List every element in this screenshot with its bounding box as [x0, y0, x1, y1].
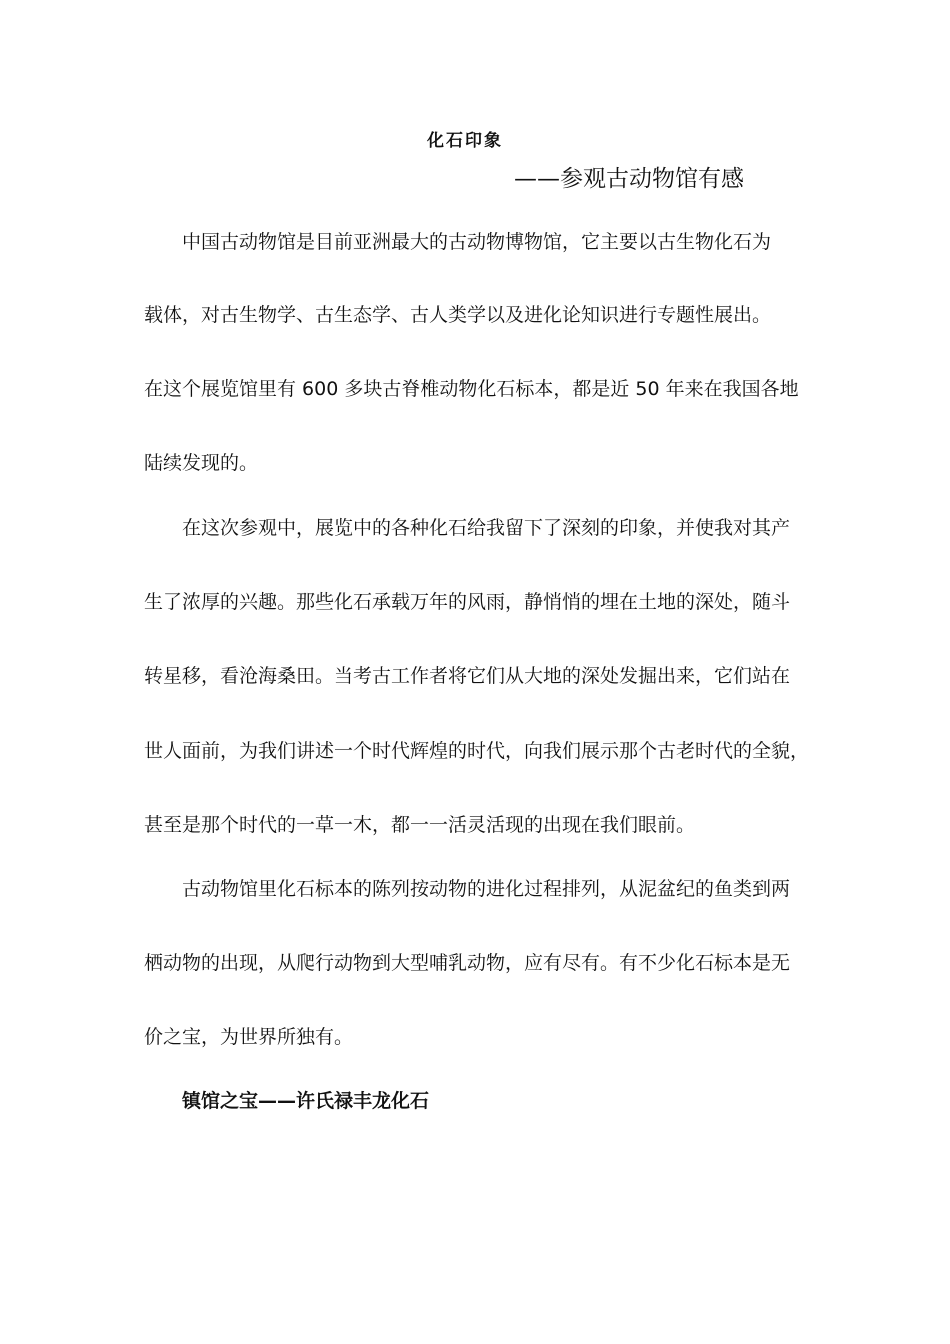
paragraph-2-line-4: 世人面前，为我们讲述一个时代辉煌的时代，向我们展示那个古老时代的全貌，	[144, 740, 810, 762]
document-title: 化石印象	[427, 131, 503, 151]
paragraph-2-line-5: 甚至是那个时代的一草一木，都一一活灵活现的出现在我们眼前。	[144, 814, 696, 836]
paragraph-3-line-1: 古动物馆里化石标本的陈列按动物的进化过程排列，从泥盆纪的鱼类到两	[182, 878, 791, 900]
paragraph-1-line-2: 载体，对古生物学、古生态学、古人类学以及进化论知识进行专题性展出。	[144, 304, 772, 326]
document-subtitle: ——参观古动物馆有感	[514, 166, 744, 192]
paragraph-1-line-3: 在这个展览馆里有 600 多块古脊椎动物化石标本，都是近 50 年来在我国各地	[144, 378, 799, 400]
paragraph-2-line-2: 生了浓厚的兴趣。那些化石承载万年的风雨，静悄悄的埋在土地的深处，随斗	[144, 591, 791, 613]
section-heading: 镇馆之宝——许氏禄丰龙化石	[182, 1090, 430, 1112]
paragraph-2-line-3: 转星移，看沧海桑田。当考古工作者将它们从大地的深处发掘出来，它们站在	[144, 665, 791, 687]
paragraph-3-line-3: 价之宝，为世界所独有。	[144, 1026, 354, 1048]
paragraph-3-line-2: 栖动物的出现，从爬行动物到大型哺乳动物，应有尽有。有不少化石标本是无	[144, 952, 791, 974]
paragraph-1-line-1: 中国古动物馆是目前亚洲最大的古动物博物馆，它主要以古生物化石为	[182, 231, 772, 253]
paragraph-1-line-4: 陆续发现的。	[144, 452, 259, 474]
paragraph-2-line-1: 在这次参观中，展览中的各种化石给我留下了深刻的印象，并使我对其产	[182, 517, 791, 539]
